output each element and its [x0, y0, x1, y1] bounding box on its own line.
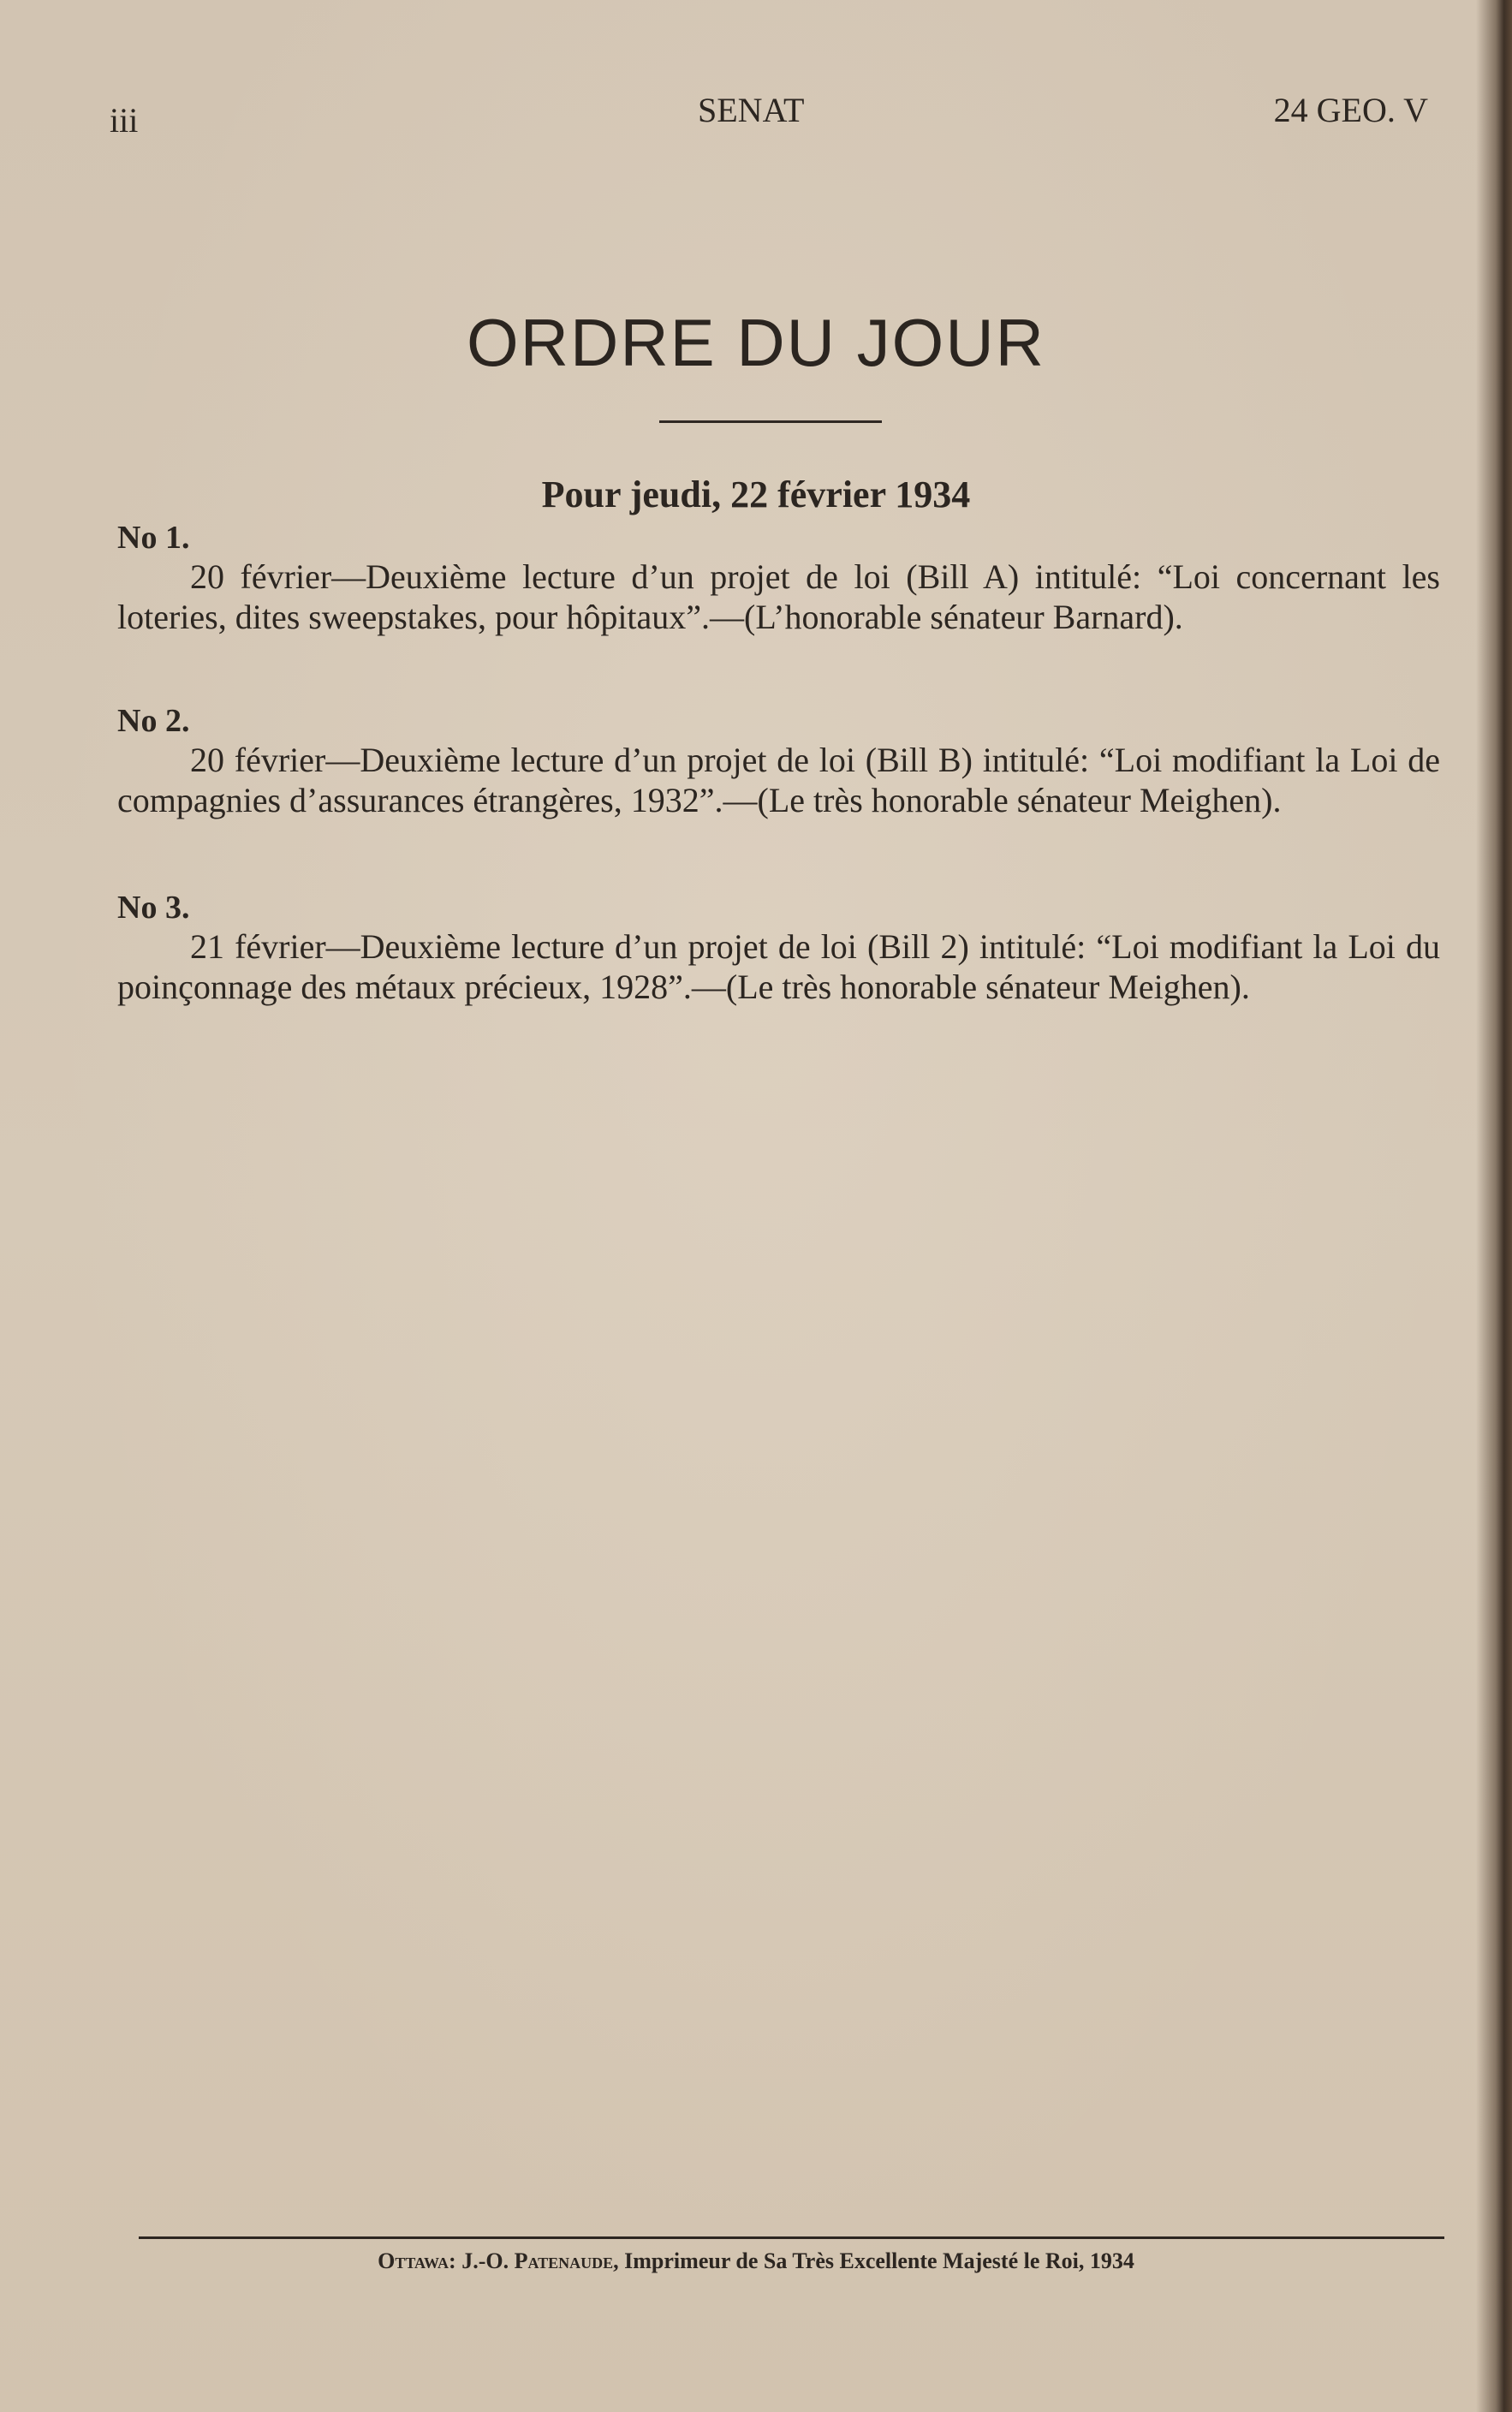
page-title: ORDRE DU JOUR — [466, 305, 1045, 380]
printer-imprint — [0, 2248, 1512, 2274]
regnal-year: 24 GEO. V — [1273, 91, 1428, 129]
house-name: SENAT — [698, 91, 805, 129]
running-head — [0, 90, 1512, 141]
page-number: iii — [110, 101, 139, 140]
footer-rule — [139, 2236, 1444, 2239]
agenda-item — [117, 702, 1440, 820]
imprint-printer: J.-O. Patenaude, — [461, 2248, 619, 2273]
agenda-item-number: No 1. — [117, 520, 190, 556]
agenda-item-number: No 2. — [117, 703, 190, 739]
agenda-item-text: 21 février—Deuxième lecture d’un projet de loi (Bill 2) intitulé: “Loi modifiant la Loi du poinçonnage des métaux précieux, 1928”.—(Le très honorable sénateur Meighen). — [117, 927, 1440, 1006]
date-heading: Pour jeudi, 22 février 1934 — [541, 473, 971, 515]
agenda-item-number: No 3. — [117, 890, 190, 926]
agenda-item — [117, 519, 1440, 637]
title-rule — [659, 420, 882, 423]
agenda-item — [117, 889, 1440, 1007]
agenda-item-text: 20 février—Deuxième lecture d’un projet de loi (Bill B) intitulé: “Loi modifiant la Loi de compagnies d’assurances étrangères, 1932”.—(Le très honorable sénateur Meighen). — [117, 741, 1440, 819]
imprint-role: Imprimeur de Sa Très Excellente Majesté le Roi, 1934 — [624, 2248, 1134, 2273]
imprint-city: Ottawa: — [378, 2248, 456, 2273]
agenda-item-text: 20 février—Deuxième lecture d’un projet de loi (Bill A) intitulé: “Loi concernant les loteries, dites sweepstakes, pour hôpitaux”.—(L’honorable sénateur Barnard). — [117, 557, 1440, 636]
